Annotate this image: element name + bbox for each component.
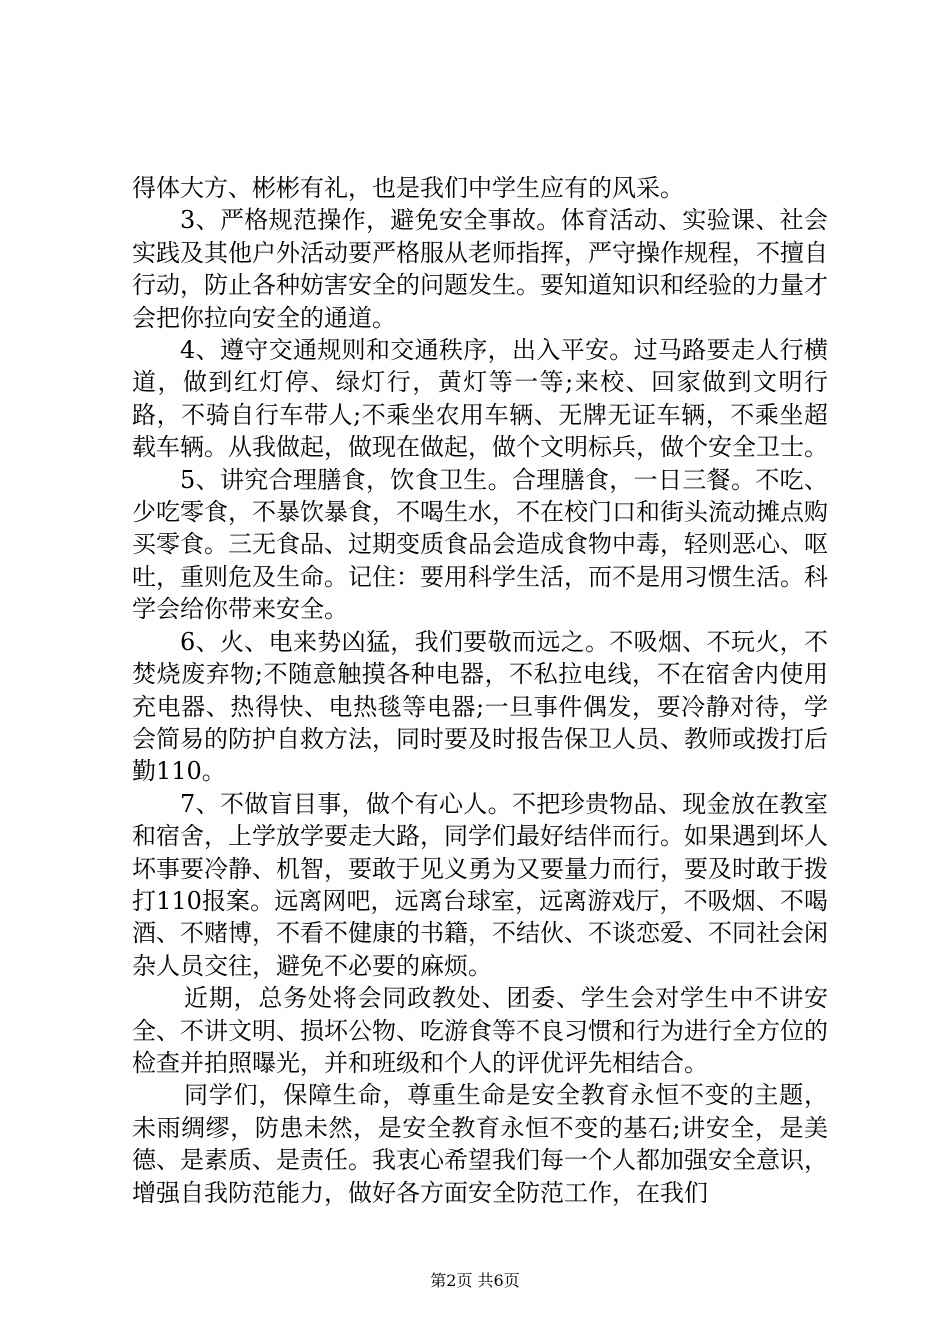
paragraph-closing-appeal: 同学们，保障生命，尊重生命是安全教育永恒不变的主题，未雨绸缪，防患未然，是安全教育永恒不变的基石;讲安全，是美德、是素质、是责任。我衷心希望我们每一个人都加强安全意识，增强自我防范能力，做好各方面安全防范工作，在我们 [132, 1081, 828, 1207]
document-body [132, 172, 828, 1209]
paragraph-item-3: 3、严格规范操作，避免安全事故。体育活动、实验课、社会实践及其他户外活动要严格服从老师指挥，严守操作规程，不擅自行动，防止各种妨害安全的问题发生。要知道知识和经验的力量才会把你拉向安全的通道。 [132, 206, 828, 332]
paragraph-item-4: 4、遵守交通规则和交通秩序，出入平安。过马路要走人行横道，做到红灯停、绿灯行，黄灯等一等;来校、回家做到文明行路，不骑自行车带人;不乘坐农用车辆、无牌无证车辆，不乘坐超载车辆。从我做起，做现在做起，做个文明标兵，做个安全卫士。 [132, 336, 828, 462]
paragraph-item-5: 5、讲究合理膳食，饮食卫生。合理膳食，一日三餐。不吃、少吃零食，不暴饮暴食，不喝生水，不在校门口和街头流动摊点购买零食。三无食品、过期变质食品会造成食物中毒，轻则恶心、呕吐，重则危及生命。记住：要用科学生活，而不是用习惯生活。科学会给你带来安全。 [132, 465, 828, 624]
paragraph-recent-inspection: 近期，总务处将会同政教处、团委、学生会对学生中不讲安全、不讲文明、损坏公物、吃游食等不良习惯和行为进行全方位的检查并拍照曝光，并和班级和个人的评优评先相结合。 [132, 984, 828, 1077]
paragraph-continuation: 得体大方、彬彬有礼，也是我们中学生应有的风采。 [132, 174, 684, 202]
paragraph-item-6: 6、火、电来势凶猛，我们要敬而远之。不吸烟、不玩火，不焚烧废弃物;不随意触摸各种电器，不私拉电线，不在宿舍内使用充电器、热得快、电热毯等电器;一旦事件偶发，要冷静对待，学会简易的防护自救方法，同时要及时报告保卫人员、教师或拨打后勤110。 [132, 627, 828, 786]
page-number-footer: 第2页 共6页 [430, 1271, 520, 1290]
paragraph-item-7: 7、不做盲目事，做个有心人。不把珍贵物品、现金放在教室和宿舍，上学放学要走大路，同学们最好结伴而行。如果遇到坏人坏事要冷静、机智，要敢于见义勇为又要量力而行，要及时敢于拨打110报案。远离网吧，远离台球室，远离游戏厅，不吸烟、不喝酒、不赌博，不看不健康的书籍，不结伙、不谈恋爱、不同社会闲杂人员交往，避免不必要的麻烦。 [132, 789, 828, 980]
